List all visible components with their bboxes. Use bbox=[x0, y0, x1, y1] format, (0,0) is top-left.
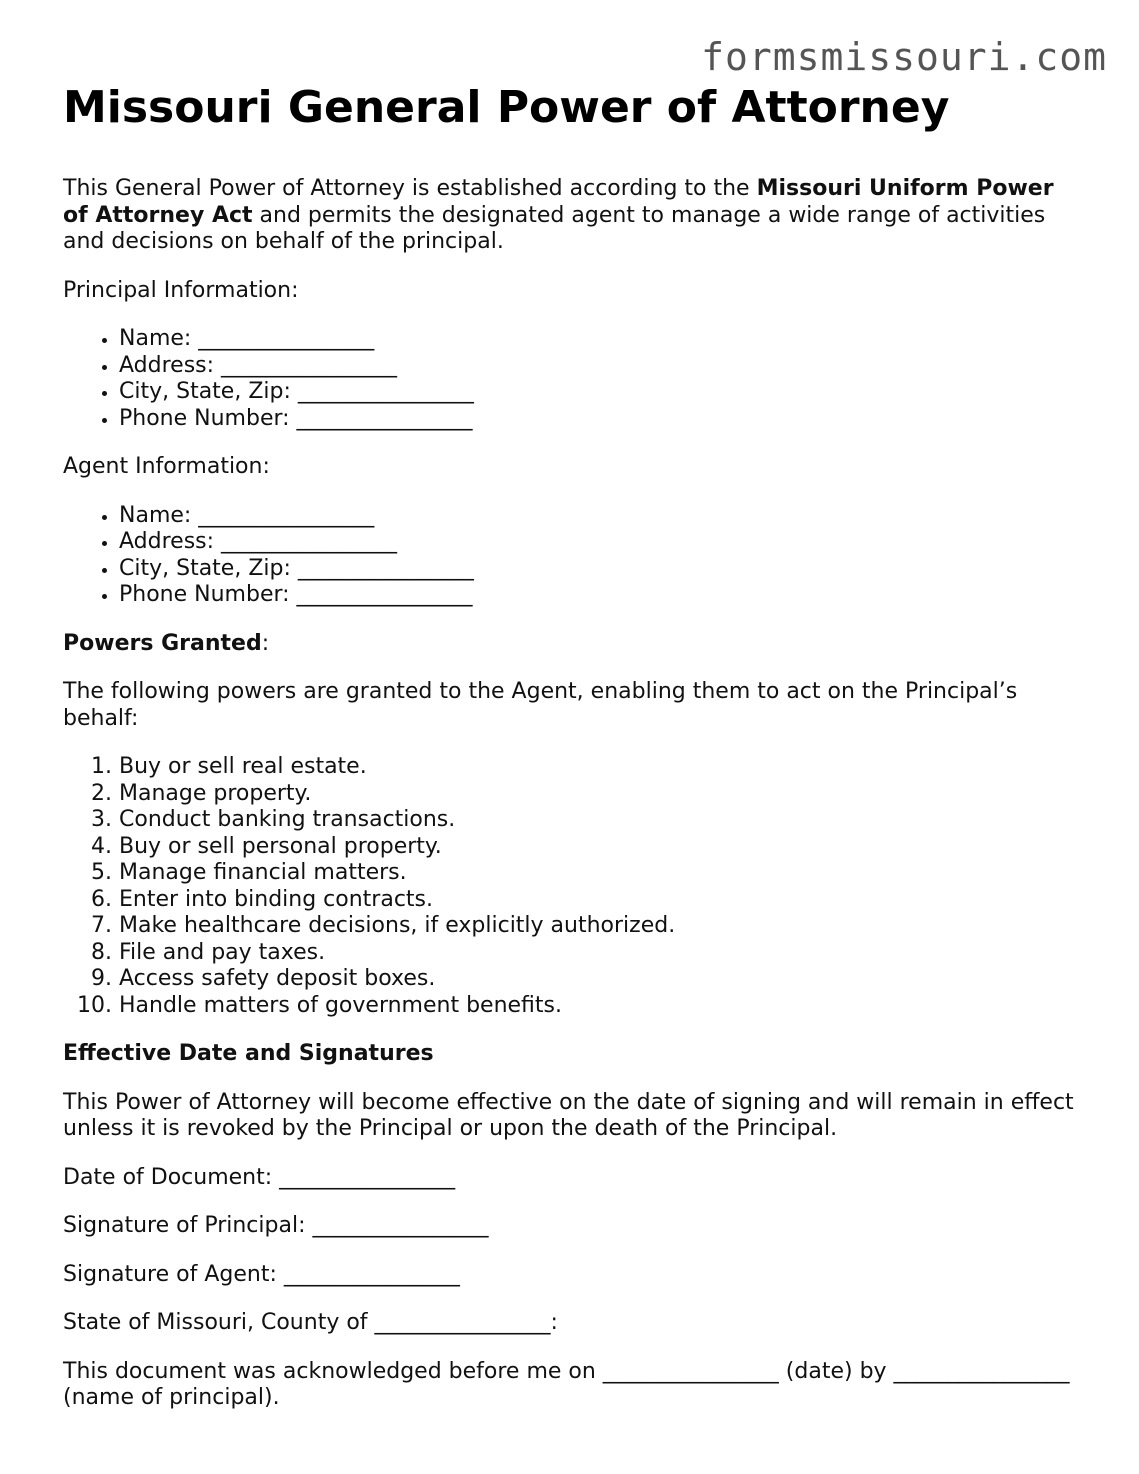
principal-address-field: • Address: ________________ bbox=[119, 353, 1083, 380]
agent-name-field: • Name: ________________ bbox=[119, 503, 1083, 530]
principal-name-field: • Name: ________________ bbox=[119, 326, 1083, 353]
county-line: State of Missouri, County of ________________: bbox=[63, 1310, 558, 1335]
principal-heading: Principal Information: bbox=[63, 277, 299, 303]
agent-phone-field: • Phone Number: ________________ bbox=[119, 582, 1083, 609]
principal-phone-field: • Phone Number: ________________ bbox=[119, 406, 1083, 433]
principal-city-field: • City, State, Zip: ________________ bbox=[119, 379, 1083, 406]
agent-fields bbox=[63, 503, 1083, 609]
document-body bbox=[63, 80, 1083, 1434]
intro-text-end: and permits the designated agent to manage a wide range of activities and decisions on behalf of the principal. bbox=[63, 202, 1046, 254]
power-item: 1. Buy or sell real estate. bbox=[119, 754, 1083, 781]
power-item: 9. Access safety deposit boxes. bbox=[119, 966, 1083, 993]
effective-text: This Power of Attorney will become effective on the date of signing and will remain in effect unless it is revoked by the Principal or upon the death of the Principal. bbox=[63, 1089, 1074, 1141]
act-name: Missouri Uniform Power of Attorney Act bbox=[63, 176, 1054, 228]
powers-intro: The following powers are granted to the Agent, enabling them to act on the Principal’s behalf: bbox=[63, 679, 1018, 731]
intro-paragraph bbox=[63, 176, 1083, 256]
principal-signature-line: Signature of Principal: ________________ bbox=[63, 1213, 489, 1238]
powers-list bbox=[63, 754, 1083, 1019]
power-item: 6. Enter into binding contracts. bbox=[119, 887, 1083, 914]
page-title: Missouri General Power of Attorney bbox=[63, 82, 950, 133]
agent-heading: Agent Information: bbox=[63, 454, 270, 479]
powers-heading-line bbox=[63, 631, 1083, 658]
watermark: formsmissouri.com bbox=[701, 35, 1107, 79]
agent-signature-line: Signature of Agent: ________________ bbox=[63, 1261, 460, 1287]
power-item: 3. Conduct banking transactions. bbox=[119, 807, 1083, 834]
power-item: 10. Handle matters of government benefits. bbox=[119, 993, 1083, 1020]
power-item: 8. File and pay taxes. bbox=[119, 940, 1083, 967]
power-item: 7. Make healthcare decisions, if explicitly authorized. bbox=[119, 913, 1083, 940]
intro-text-start: This General Power of Attorney is established according to the bbox=[63, 176, 757, 201]
powers-heading: Powers Granted bbox=[63, 630, 262, 656]
power-item: 4. Buy or sell personal property. bbox=[119, 834, 1083, 861]
power-item: 5. Manage financial matters. bbox=[119, 860, 1083, 887]
date-of-document-line: Date of Document: ________________ bbox=[63, 1164, 456, 1190]
acknowledgment-line: This document was acknowledged before me on ________________ (date) by ________________ (name of principal). bbox=[63, 1358, 1070, 1410]
agent-address-field: • Address: ________________ bbox=[119, 529, 1083, 556]
powers-heading-colon: : bbox=[261, 630, 270, 656]
principal-fields bbox=[63, 326, 1083, 432]
effective-heading: Effective Date and Signatures bbox=[63, 1041, 434, 1066]
power-item: 2. Manage property. bbox=[119, 781, 1083, 808]
agent-city-field: • City, State, Zip: ________________ bbox=[119, 556, 1083, 583]
